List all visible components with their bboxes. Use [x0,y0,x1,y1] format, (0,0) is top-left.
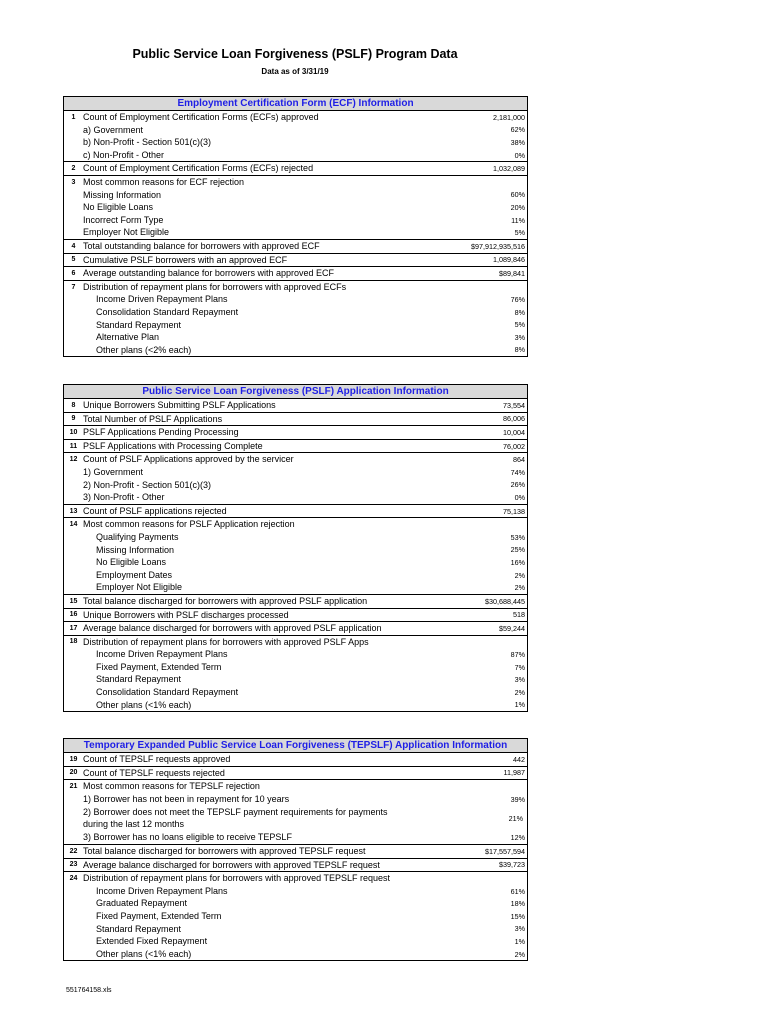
row-value: 2% [514,687,525,697]
row-number: 1 [71,113,76,121]
table-row [64,871,527,885]
row-label: Count of Employment Certification Forms (ECFs) rejected [83,163,314,174]
row-number: 7 [71,283,76,291]
table-row [64,111,527,124]
row-value: 62% [510,125,525,135]
row-label: Most common reasons for PSLF Application rejection [83,519,295,530]
row-value: 73,554 [503,400,525,410]
table-row [64,425,527,439]
table-row [64,331,527,344]
row-label: Extended Fixed Repayment [96,936,208,947]
table-row [64,531,527,544]
table-row [64,226,527,239]
row-number: 6 [71,269,76,277]
table-row [64,293,527,306]
row-label: Alternative Plan [96,332,160,343]
row-label: Other plans (<1% each) [96,699,192,710]
row-label: Count of PSLF Applications approved by the servicer [83,454,294,465]
row-label: Qualifying Payments [96,531,179,542]
row-number: 3 [71,178,76,186]
table-row [64,479,527,492]
row-number: 18 [69,638,78,646]
table-row [64,399,527,412]
table-row [64,214,527,227]
table-row [64,648,527,661]
table-row [64,439,527,453]
row-value: 0% [514,150,525,160]
row-value: 10,004 [503,427,525,437]
row-label: Consolidation Standard Repayment [96,306,239,317]
section-header: Public Service Loan Forgiveness (PSLF) Application Information [64,385,527,399]
row-value: 864 [513,455,525,465]
row-value: 15% [510,911,525,921]
table-row [64,517,527,531]
row-label: 1) Government [83,466,144,477]
row-value: 26% [510,480,525,490]
row-number: 21 [69,782,78,790]
row-value: 39% [510,794,525,804]
table-row [64,452,527,466]
row-label: b) Non-Profit - Section 501(c)(3) [83,137,212,148]
row-label: Most common reasons for ECF rejection [83,176,245,187]
row-label: No Eligible Loans [96,557,167,568]
row-label: Employment Dates [96,569,173,580]
row-value: 3% [514,332,525,342]
row-value: 60% [510,190,525,200]
table-row [64,897,527,910]
table-row [64,581,527,594]
table-row [64,858,527,872]
table-row [64,948,527,961]
table-row [64,319,527,332]
row-label: a) Government [83,124,144,135]
row-label: Standard Repayment [96,319,182,330]
row-value: 76,002 [503,441,525,451]
row-label: Total outstanding balance for borrowers with approved ECF [83,240,320,251]
row-label: Other plans (<2% each) [96,344,192,355]
row-label: Unique Borrowers Submitting PSLF Applications [83,400,276,410]
row-label: Incorrect Form Type [83,214,164,225]
section-header: Employment Certification Form (ECF) Information [64,97,527,111]
table-row [64,753,527,766]
row-number: 8 [71,401,76,409]
row-value: 25% [510,545,525,555]
row-label: Distribution of repayment plans for borrowers with approved TEPSLF request [83,873,390,884]
table-row [64,280,527,294]
page-title: Public Service Loan Forgiveness (PSLF) Program Data [132,47,458,61]
row-value: 8% [514,345,525,355]
row-label: Average balance discharged for borrowers with approved PSLF application [83,623,382,634]
row-label: Employer Not Eligible [96,582,183,593]
table-row [64,699,527,712]
table-row [64,412,527,426]
table-row [64,635,527,649]
table-row [64,149,527,162]
row-label: Standard Repayment [96,923,182,934]
row-label: Fixed Payment, Extended Term [96,661,222,672]
row-number: 13 [69,507,78,515]
table-row [64,253,527,267]
table-row [64,885,527,898]
ecf-section [63,96,528,357]
table-row [64,189,527,202]
row-label: Count of TEPSLF requests rejected [83,767,225,778]
row-number: 19 [69,755,78,763]
row-value: 5% [514,228,525,238]
row-label: Other plans (<1% each) [96,948,192,959]
table-row [64,266,527,280]
row-value: 18% [510,899,525,909]
table-row [64,621,527,635]
row-label: Employer Not Eligible [83,227,170,238]
row-value: $30,688,445 [485,596,525,606]
row-value: 11% [511,215,525,225]
row-value: 75,138 [503,506,525,516]
table-row [64,491,527,504]
row-number: 10 [69,428,78,436]
row-label: No Eligible Loans [83,202,154,213]
table-row [64,910,527,923]
row-label: Total balance discharged for borrowers with approved TEPSLF request [83,845,366,856]
row-value: $59,244 [499,623,525,633]
table-row [64,766,527,780]
row-label: 3) Non-Profit - Other [83,492,165,503]
row-label: 2) Borrower does not meet the TEPSLF payment requirements for payments during the last 12 months [83,807,388,830]
row-label: Distribution of repayment plans for borrowers with approved ECFs [83,281,347,292]
row-label: Missing Information [83,189,162,200]
tepslf-section [63,738,528,961]
row-number: 23 [69,861,78,869]
row-value: 38% [510,137,525,147]
row-label: Most common reasons for TEPSLF rejection [83,781,260,792]
row-label: Unique Borrowers with PSLF discharges processed [83,609,289,620]
row-number: 24 [69,874,78,882]
table-row [64,831,527,844]
row-value: 1% [514,700,525,710]
row-value: 12% [510,833,525,843]
row-value: 86,006 [503,414,525,424]
table-row [64,686,527,699]
row-value: $17,557,594 [485,846,525,856]
row-value: 2% [514,570,525,580]
row-value: 2% [514,583,525,593]
table-row [64,306,527,319]
row-label: Average balance discharged for borrowers with approved TEPSLF request [83,859,380,870]
pslf-application-section [63,384,528,712]
table-row [64,594,527,608]
row-label: 1) Borrower has not been in repayment for 10 years [83,793,290,804]
row-label: 3) Borrower has no loans eligible to receive TEPSLF [83,832,292,843]
row-label: Total balance discharged for borrowers with approved PSLF application [83,595,368,606]
row-value: 1,089,846 [493,255,525,265]
row-value: 87% [510,650,525,660]
row-label: Count of TEPSLF requests approved [83,754,231,764]
row-value: 8% [514,307,525,317]
table-row [64,161,527,175]
table-row [64,805,527,831]
row-value: 5% [514,320,525,330]
row-number: 22 [69,847,78,855]
table-row [64,793,527,806]
table-row [64,175,527,189]
row-label: Cumulative PSLF borrowers with an approved ECF [83,254,288,265]
row-label: Graduated Repayment [96,898,188,909]
table-row [64,923,527,936]
row-label: Income Driven Repayment Plans [96,649,228,660]
row-value: 11,987 [503,768,525,778]
row-number: 2 [71,165,76,173]
row-number: 17 [69,624,78,632]
row-number: 11 [69,442,78,450]
row-value: 20% [510,202,525,212]
table-row [64,779,527,793]
row-number: 12 [69,456,78,464]
row-value: 76% [510,295,525,305]
row-value: 74% [510,467,525,477]
row-number: 20 [69,769,78,777]
table-row [64,556,527,569]
row-label: Income Driven Repayment Plans [96,294,228,305]
row-value: $89,841 [499,268,525,278]
row-value: 0% [514,492,525,502]
data-date: Data as of 3/31/19 [261,67,329,76]
table-row [64,504,527,518]
row-value: 53% [510,532,525,542]
row-value: 3% [514,924,525,934]
row-value: $97,912,935,516 [471,241,525,251]
row-number: 14 [69,521,78,529]
row-number: 16 [69,611,78,619]
row-label: Count of Employment Certification Forms (ECFs) approved [83,112,319,122]
row-value: 61% [510,886,525,896]
row-value: 1% [514,936,525,946]
table-row [64,661,527,674]
table-row [64,569,527,582]
table-row [64,608,527,622]
row-number: 4 [71,242,76,250]
row-label: 2) Non-Profit - Section 501(c)(3) [83,479,212,490]
row-label: Standard Repayment [96,674,182,685]
row-value: 2% [514,949,525,959]
table-row [64,201,527,214]
row-value: 7% [514,662,525,672]
row-number: 15 [69,597,78,605]
row-value: 442 [513,754,525,764]
row-number: 5 [71,256,76,264]
row-label: Average outstanding balance for borrowers with approved ECF [83,268,334,279]
row-label: Distribution of repayment plans for borrowers with approved PSLF Apps [83,636,369,647]
table-row [64,544,527,557]
row-label: Missing Information [96,544,175,555]
table-row [64,466,527,479]
row-value: 21% [508,813,523,823]
row-label: Consolidation Standard Repayment [96,687,239,698]
row-label: PSLF Applications Pending Processing [83,427,239,438]
section-header: Temporary Expanded Public Service Loan Forgiveness (TEPSLF) Application Information [64,739,527,753]
table-row [64,124,527,137]
row-label: Income Driven Repayment Plans [96,885,228,896]
row-value: 518 [513,610,525,620]
row-value: 3% [514,675,525,685]
table-row [64,239,527,253]
row-label: c) Non-Profit - Other [83,149,165,160]
table-row [64,136,527,149]
table-row [64,935,527,948]
row-value: 16% [510,557,525,567]
row-value: 2,181,000 [493,112,525,122]
row-label: Total Number of PSLF Applications [83,413,223,424]
row-value: 1,032,089 [493,164,525,174]
row-label: Fixed Payment, Extended Term [96,910,222,921]
row-value: $39,723 [499,860,525,870]
table-row [64,344,527,357]
table-row [64,844,527,858]
row-number: 9 [71,415,76,423]
row-label: Count of PSLF applications rejected [83,505,227,516]
table-row [64,673,527,686]
row-label: PSLF Applications with Processing Complete [83,440,263,451]
file-name: 551764158.xls [66,987,112,994]
